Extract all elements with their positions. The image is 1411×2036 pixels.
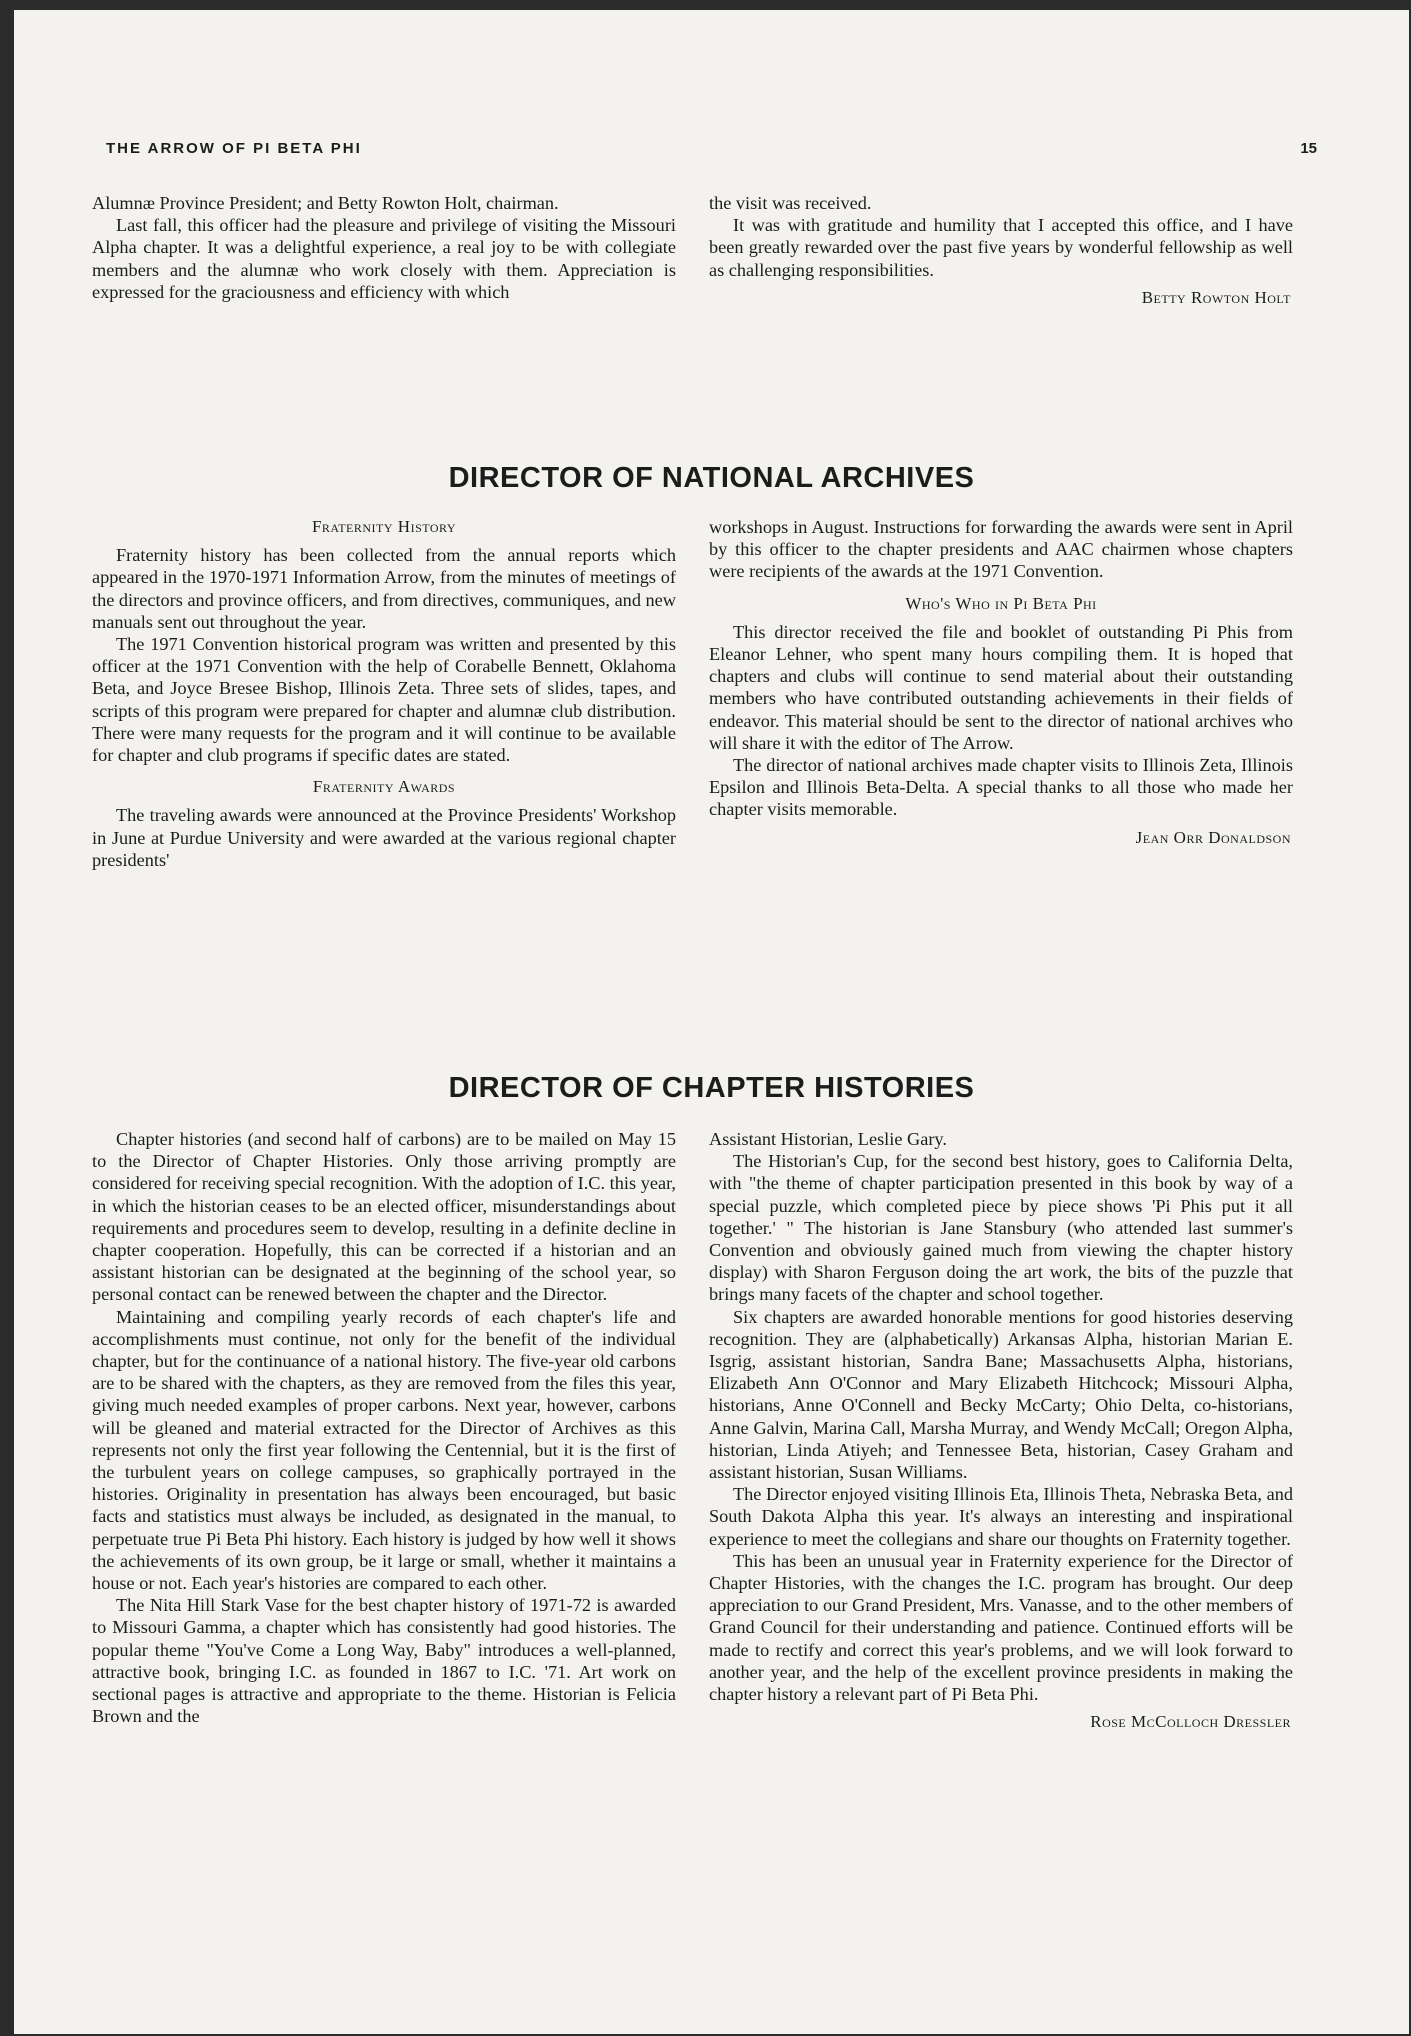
journal-title: THE ARROW OF PI BETA PHI xyxy=(106,140,362,157)
page xyxy=(14,10,1409,2034)
signature: Jean Orr Donaldson xyxy=(1135,827,1291,847)
paragraph: Six chapters are awarded honorable mentions for good histories deserving recognition. They are (alphabetically) Arkansas Alpha, historian Marian E. Isgrig, assistant historian, Sandra Bane; Massachusetts Alpha, historians, Elizabeth Ann O'Connor and Mary Elizabeth Hitchcock; Missouri Alpha, historians, Anne O'Connell and Becky McCarty; Ohio Delta, co-historians, Anne Galvin, Marina Call, Marsha Murray, and Wendy McCall; Oregon Alpha, historian, Linda Atiyeh; and Tennessee Beta, historian, Casey Graham and assistant historian, Susan Williams. xyxy=(709,1306,1293,1483)
paragraph: The Nita Hill Stark Vase for the best chapter history of 1971-72 is awarded to Missouri Gamma, a chapter which has consistently had good histories. The popular theme "You've Come a Long Way, Baby" introduces a well-planned, attractive book, bringing I.C. as founded in 1867 to I.C. '71. Art work on sectional pages is attractive and appropriate to the theme. Historian is Felicia Brown and the xyxy=(92,1595,676,1727)
paragraph: The Director enjoyed visiting Illinois Eta, Illinois Theta, Nebraska Beta, and South Dakota Alpha this year. It's always an interesting and inspirational experience to meet the collegians and share our thoughts on Fraternity together. xyxy=(709,1484,1293,1549)
histories-left-column xyxy=(92,1128,676,1727)
top-left-column xyxy=(92,192,676,303)
paragraph: Maintaining and compiling yearly records of each chapter's life and accomplishments must continue, not only for the benefit of the individual chapter, but for the continuance of a national history. The five-year old carbons are to be shared with the chapters, as they are removed from the files this year, giving much needed examples of proper carbons. Next year, however, carbons will be gleaned and material extracted for the Director of Archives as this represents not only the first year following the Centennial, but it is the first of the turbulent years on college campuses, so graphically portrayed in the histories. Originality in presentation has always been encouraged, but basic facts and statistics must always be included, as designated in the manual, to perpetuate true Pi Beta Phi history. Each history is judged by how well it shows the achievements of its own group, be it large or small, whether it maintains a house or not. Each year's histories are compared to each other. xyxy=(92,1306,676,1594)
paragraph: This has been an unusual year in Fraternity experience for the Director of Chapter Histories, with the changes the I.C. program has brought. Our deep appreciation to our Grand President, Mrs. Vanasse, and to the other members of Grand Council for their understanding and patience. Continued efforts will be made to rectify and correct this year's problems, and we will look forward to another year, and the help of the excellent province presidents in making the chapter history a relevant part of Pi Beta Phi. xyxy=(709,1550,1293,1705)
paragraph: the visit was received. xyxy=(709,193,872,213)
histories-right-column xyxy=(709,1128,1293,1733)
paragraph: It was with gratitude and humility that I accepted this office, and I have been greatly rewarded over the past five years by wonderful fellowship as well as challenging responsibilities. xyxy=(709,215,1293,280)
subheading: Fraternity Awards xyxy=(312,777,456,797)
signature: Betty Rowton Holt xyxy=(1141,287,1291,307)
signature: Rose McColloch Dressler xyxy=(1090,1712,1291,1732)
running-head xyxy=(106,140,1317,157)
paragraph: The director of national archives made chapter visits to Illinois Zeta, Illinois Epsilon and Illinois Beta-Delta. A special thanks to all those who made her chapter visits memorable. xyxy=(709,755,1293,820)
paragraph: Assistant Historian, Leslie Gary. xyxy=(709,1129,947,1149)
paragraph: The Historian's Cup, for the second best history, goes to California Delta, with "the theme of chapter participation presented in this book by way of a special puzzle, which completed piece by piece shows 'Pi Phis put it all together.' " The historian is Jane Stansbury (who attended last summer's Convention and obviously gained much from viewing the chapter history display) with Sharon Ferguson doing the art work, the bits of the puzzle that brings many facets of the chapter and school together. xyxy=(709,1151,1293,1305)
paragraph: The traveling awards were announced at the Province Presidents' Workshop in June at Purdue University and were awarded at the various regional chapter presidents' xyxy=(92,805,676,870)
paragraph: Chapter histories (and second half of carbons) are to be mailed on May 15 to the Director of Chapter Histories. Only those arriving promptly are considered for receiving special recognition. With the adoption of I.C. this year, in which the historian ceases to be an elected officer, misunderstandings about requirements and procedures seem to develop, resulting in a definite decline in chapter cooperation. Hopefully, this can be corrected if a historian and an assistant historian can be designated at the beginning of the school year, so personal contact can be renewed between the chapter and the Director. xyxy=(92,1129,676,1305)
page-number: 15 xyxy=(1300,140,1317,157)
paragraph: Fraternity history has been collected from the annual reports which appeared in the 1970-1971 Information Arrow, from the minutes of meetings of the directors and province officers, and from directives, communiques, and new manuals sent out throughout the year. xyxy=(92,545,676,632)
paragraph: Alumnæ Province President; and Betty Rowton Holt, chairman. xyxy=(92,193,559,213)
paragraph: Last fall, this officer had the pleasure and privilege of visiting the Missouri Alpha chapter. It was a delightful experience, a real joy to be with collegiate members and the alumnæ who work closely with them. Appreciation is expressed for the graciousness and efficiency with which xyxy=(92,215,676,302)
section-title-histories: DIRECTOR OF CHAPTER HISTORIES xyxy=(448,1072,975,1104)
paragraph: The 1971 Convention historical program was written and presented by this officer at the 1971 Convention with the help of Corabelle Bennett, Oklahoma Beta, and Joyce Bresee Bishop, Illinois Zeta. Three sets of slides, tapes, and scripts of this program were prepared for chapter and alumnæ club distribution. There were many requests for the program and it will continue to be available for chapter and club programs if specific dates are stated. xyxy=(92,634,676,766)
archives-left-column xyxy=(92,516,676,871)
paragraph: workshops in August. Instructions for forwarding the awards were sent in April by this officer to the chapter presidents and AAC chairmen whose chapters were recipients of the awards at the 1971 Convention. xyxy=(709,517,1293,582)
archives-right-column xyxy=(709,516,1293,849)
subheading: Fraternity History xyxy=(311,517,457,536)
subheading: Who's Who in Pi Beta Phi xyxy=(905,593,1097,613)
top-right-column xyxy=(709,192,1293,309)
section-title-archives: DIRECTOR OF NATIONAL ARCHIVES xyxy=(448,462,975,494)
paragraph: This director received the file and booklet of outstanding Pi Phis from Eleanor Lehner, who spent many hours compiling them. It is hoped that chapters and clubs will continue to send material about their outstanding members who have contributed outstanding achievements in their fields of endeavor. This material should be sent to the director of national archives who will share it with the editor of The Arrow. xyxy=(709,621,1293,753)
